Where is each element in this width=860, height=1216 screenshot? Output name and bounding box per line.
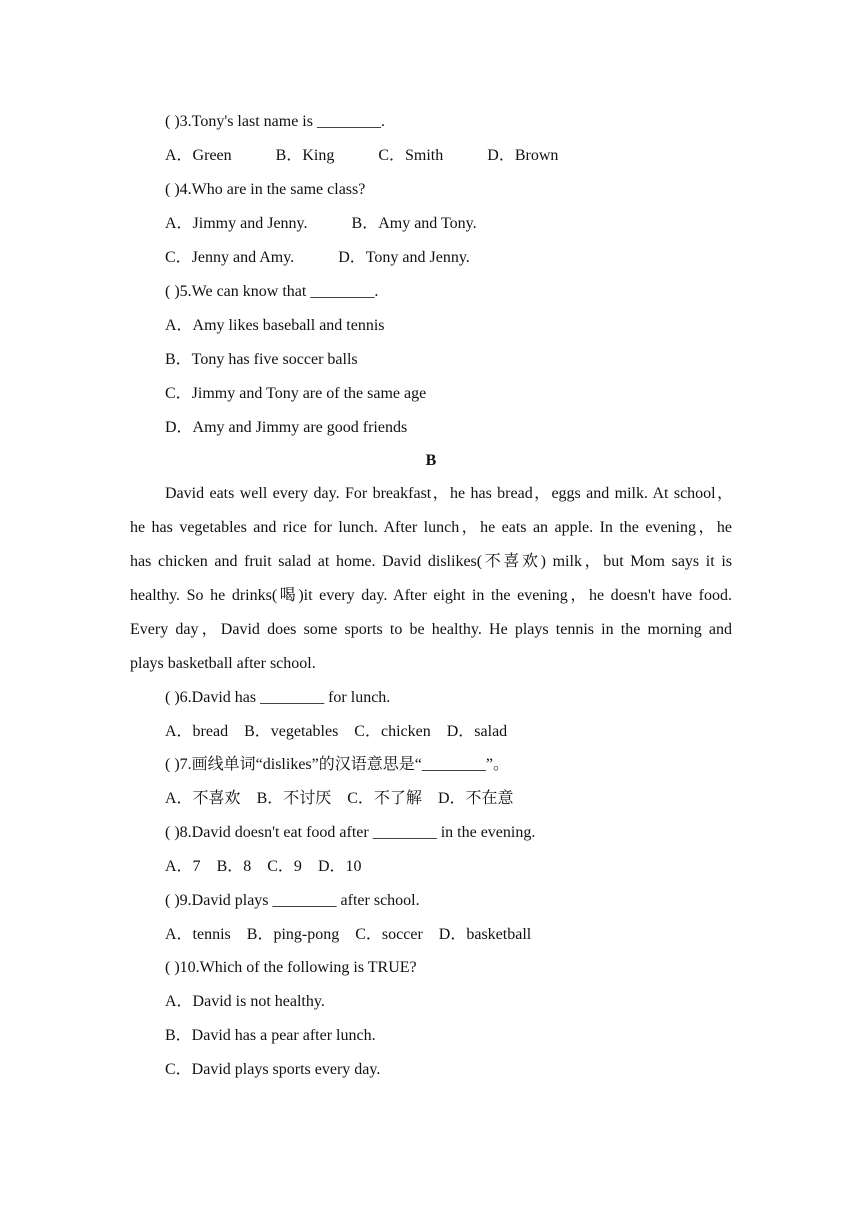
passage-line: he has vegetables and rice for lunch. After lunch，he eats an apple. In the evening，he (130, 519, 732, 536)
question-5-option-b: B．Tony has five soccer balls (165, 351, 358, 368)
option-c: C．不了解 (347, 790, 422, 807)
question-7-stem: ( )7.画线单词“dislikes”的汉语意思是“________”。 (165, 756, 509, 773)
passage-line: healthy. So he drinks(喝)it every day. After eight in the evening，he doesn't have food. (130, 587, 732, 604)
question-4-options-row1 (165, 214, 477, 234)
option-b: B．vegetables (244, 723, 339, 740)
option-a: A．不喜欢 (165, 790, 241, 807)
option-c: C．soccer (355, 926, 423, 943)
question-9-stem: ( )9.David plays ________ after school. (165, 892, 420, 909)
question-10-option-b: B．David has a pear after lunch. (165, 1027, 376, 1044)
option-b: B．Amy and Tony. (351, 215, 477, 232)
question-5-option-d: D．Amy and Jimmy are good friends (165, 419, 408, 436)
option-a: A．Jimmy and Jenny. (165, 215, 308, 232)
option-d: D．不在意 (437, 790, 514, 807)
option-b: B．ping-pong (246, 926, 340, 943)
question-10-option-a: A．David is not healthy. (165, 993, 325, 1010)
option-a: A．Green (165, 147, 232, 164)
option-d: D．10 (317, 858, 362, 875)
question-10-stem: ( )10.Which of the following is TRUE? (165, 959, 417, 976)
option-c: C．Smith (378, 147, 444, 164)
option-c: C．chicken (354, 723, 431, 740)
question-4-options-row2 (165, 248, 470, 268)
question-5-option-a: A．Amy likes baseball and tennis (165, 317, 385, 334)
question-6-stem: ( )6.David has ________ for lunch. (165, 689, 391, 706)
option-b: B．不讨厌 (256, 790, 332, 807)
option-c: C．Jenny and Amy. (165, 249, 295, 266)
question-3-stem: ( )3.Tony's last name is ________. (165, 113, 385, 130)
option-c: C．9 (267, 858, 302, 875)
question-9-options (165, 925, 531, 945)
question-5-stem: ( )5.We can know that ________. (165, 283, 379, 300)
passage-line: plays basketball after school. (130, 655, 316, 672)
option-d: D．basketball (438, 926, 532, 943)
question-7-options (165, 789, 514, 809)
option-b: B．8 (216, 858, 252, 875)
passage-line: Every day，David does some sports to be healthy. He plays tennis in the morning and (130, 621, 732, 638)
question-8-stem: ( )8.David doesn't eat food after ________ in the evening. (165, 824, 536, 841)
option-a: A．7 (165, 858, 201, 875)
question-4-stem: ( )4.Who are in the same class? (165, 181, 366, 198)
option-d: D．salad (446, 723, 508, 740)
section-b-heading: B (425, 452, 437, 469)
option-a: A．bread (165, 723, 229, 740)
option-d: D．Tony and Jenny. (338, 249, 470, 266)
question-6-options (165, 722, 507, 742)
passage-line: David eats well every day. For breakfast，he has bread，eggs and milk. At school， (165, 485, 734, 502)
question-10-option-c: C．David plays sports every day. (165, 1061, 381, 1078)
passage-line: has chicken and fruit salad at home. David dislikes(不喜欢) milk，but Mom says it is (130, 553, 732, 570)
question-3-options (165, 146, 558, 166)
option-d: D．Brown (487, 147, 559, 164)
option-a: A．tennis (165, 926, 231, 943)
option-b: B．King (275, 147, 335, 164)
question-5-option-c: C．Jimmy and Tony are of the same age (165, 385, 427, 402)
question-8-options (165, 857, 362, 877)
